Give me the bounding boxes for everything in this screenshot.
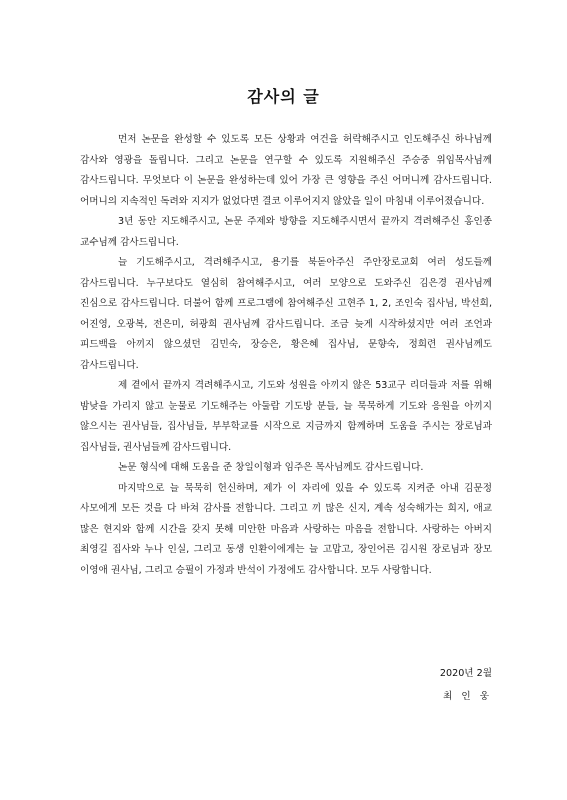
signature-name: 최 인 웅 — [443, 691, 492, 702]
page-title: 감사의 글 — [247, 87, 320, 106]
paragraph-3: 늘 기도해주시고, 격려해주시고, 용기를 북돋아주신 주안장로교회 여러 성도들께 감사드립니다. 누구보다도 열심히 참여해주시고, 여러 모양으로 도와주신 김은경 권사님께 진심으로 감사드립니다. 더불어 함께 프로그램에 참여해주신 고현주 1, 2, 조인숙 집사님, 박선희, 어진영, 오광복, 전은미, 허광희 권사님께 감사드립니다. 조금 늦게 시작하셨지만 여러 조언과 피드백을 아끼지 않으셨던 김민숙, 장승은, 황은혜 집사님, 문향숙, 정희련 권사님께도 감사드립니다. — [80, 257, 492, 371]
acknowledgement-body — [80, 130, 492, 581]
paragraph-2: 3년 동안 지도해주시고, 논문 주제와 방향을 지도해주시면서 끝까지 격려해주신 홍인종 교수님께 감사드립니다. — [80, 216, 492, 248]
paragraph-6: 마지막으로 늘 묵묵히 헌신하며, 제가 이 자리에 있을 수 있도록 지켜준 아내 김문정 사모에게 모든 것을 다 바쳐 감사를 전합니다. 그리고 끼 많은 신지, 계속 성숙해가는 희지, 애교 많은 현지와 함께 시간을 갖지 못해 미안한 마음과 사랑하는 마음을 전합니다. 사랑하는 아버지 최영길 집사와 누나 인실, 그리고 동생 인환이에게는 늘 고맙고, 장인어른 김시원 장로님과 장모 이영애 권사님, 그리고 승필이 가정과 반석이 가정에도 감사합니다. 모두 사랑합니다. — [80, 482, 492, 576]
signature-date: 2020년 2월 — [439, 668, 492, 679]
paragraph-4: 제 곁에서 끝까지 격려해주시고, 기도와 성원을 아끼지 않은 53교구 리더들과 저를 위해 밤낮을 가리지 않고 눈물로 기도해주는 아둘람 기도방 분들, 늘 묵묵하게 기도와 응원을 아끼지 않으시는 권사님들, 집사님들, 부부학교를 시작으로 지금까지 함께하며 도움을 주시는 장로님과 집사님들, 권사님들께 감사드립니다. — [80, 380, 492, 453]
paragraph-5: 논문 형식에 대해 도움을 준 창일이형과 임주은 목사님께도 감사드립니다. — [118, 462, 424, 473]
paragraph-1: 먼저 논문을 완성할 수 있도록 모든 상황과 여건을 허락해주시고 인도해주신 하나님께 감사와 영광을 돌립니다. 그리고 논문을 연구할 수 있도록 지원해주신 주승중 위임목사님께 감사드립니다. 무엇보다 이 논문을 완성하는데 있어 가장 큰 영향을 주신 어머니께 감사드립니다. 어머니의 지속적인 독려와 지지가 없었다면 결코 이루어지지 않았을 일이 마침내 이루어졌습니다. — [80, 134, 492, 207]
signature-block — [440, 662, 492, 708]
